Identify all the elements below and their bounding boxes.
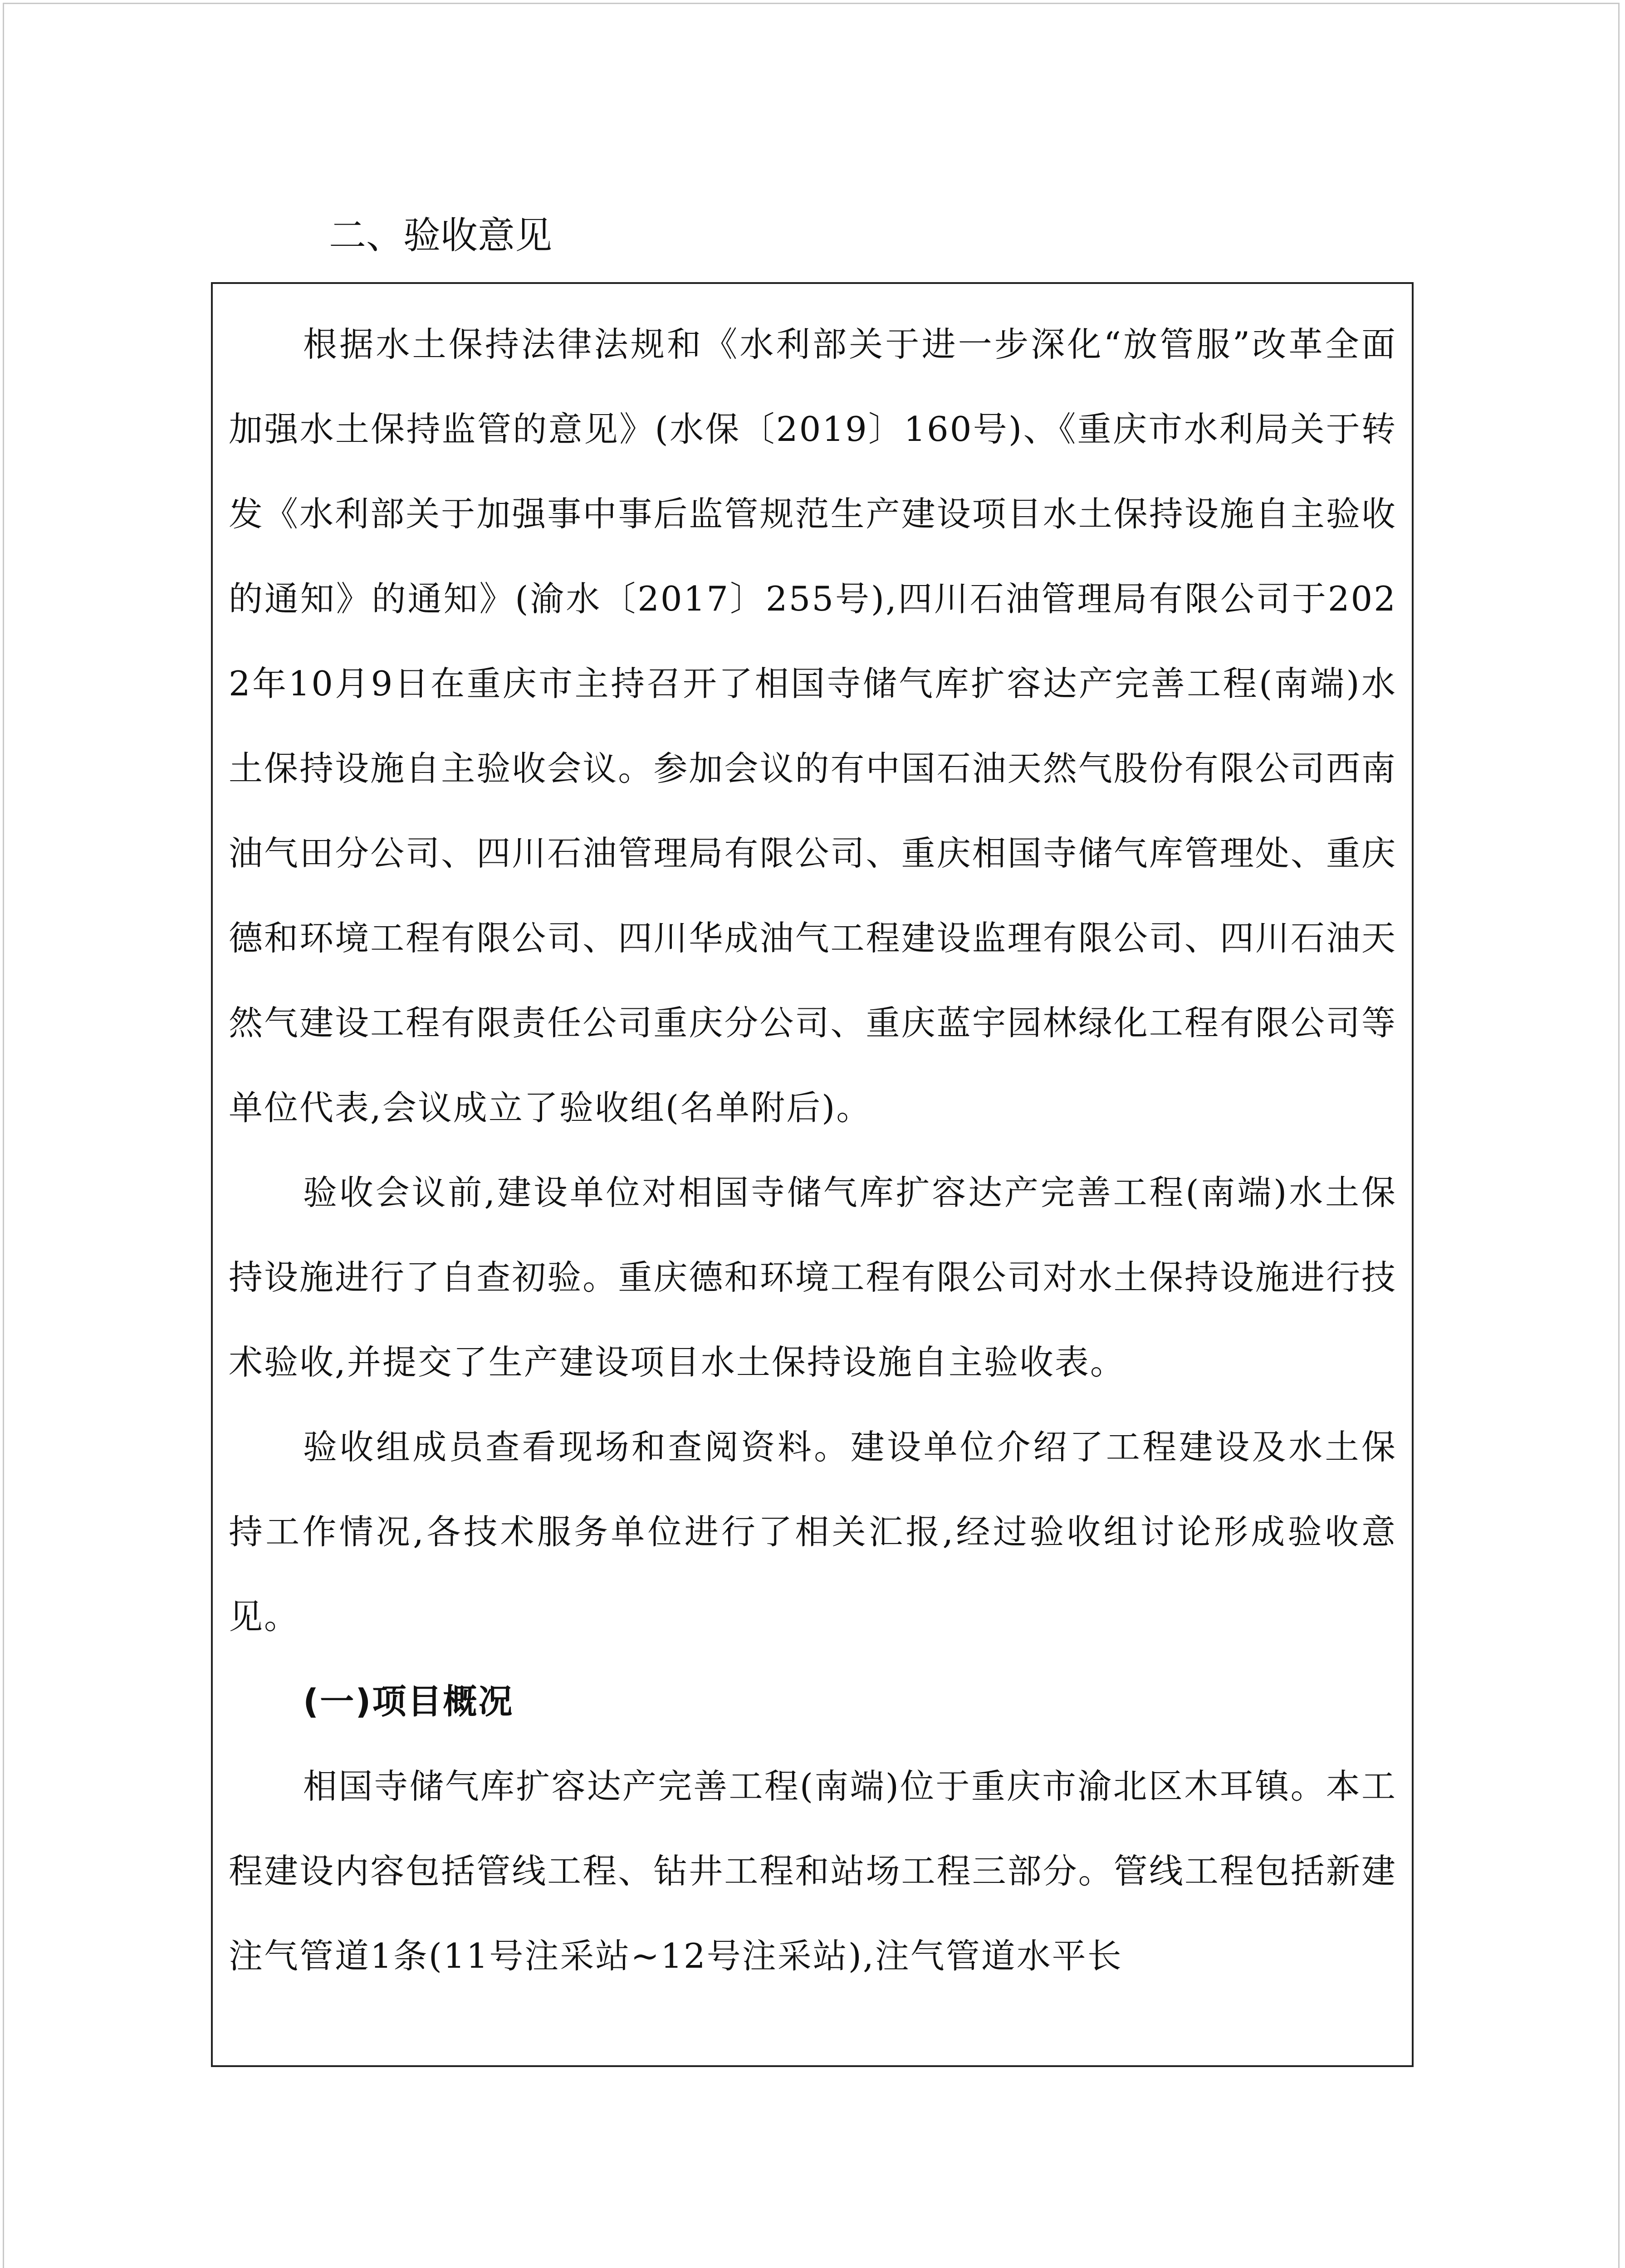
section-heading: 二、验收意见 [329, 214, 553, 257]
paragraph-inspection-group: 验收组成员查看现场和查阅资料。建设单位介绍了工程建设及水土保持工作情况,各技术服务单位进行了相关汇报,经过验收组讨论形成验收意见。 [229, 1427, 1397, 1637]
content-body [229, 302, 1397, 1999]
subsection-heading: (一)项目概况 [303, 1681, 514, 1721]
paragraph-pre-inspection: 验收会议前,建设单位对相国寺储气库扩容达产完善工程(南端)水土保持设施进行了自查初验。重庆德和环境工程有限公司对水土保持设施进行技术验收,并提交了生产建设项目水土保持设施自主验收表。 [229, 1173, 1397, 1382]
paragraph-project-overview: 相国寺储气库扩容达产完善工程(南端)位于重庆市渝北区木耳镇。本工程建设内容包括管线工程、钻井工程和站场工程三部分。管线工程包括新建注气管道1条(11号注采站~12号注采站),注气管道水平长 [229, 1766, 1397, 1976]
content-box [211, 282, 1414, 2067]
paragraph-basis: 根据水土保持法律法规和《水利部关于进一步深化“放管服”改革全面加强水土保持监管的意见》(水保〔2019〕160号)、《重庆市水利局关于转发《水利部关于加强事中事后监管规范生产建设项目水土保持设施自主验收的通知》的通知》(渝水〔2017〕255号),四川石油管理局有限公司于2022年10月9日在重庆市主持召开了相国寺储气库扩容达产完善工程(南端)水土保持设施自主验收会议。参加会议的有中国石油天然气股份有限公司西南油气田分公司、四川石油管理局有限公司、重庆相国寺储气库管理处、重庆德和环境工程有限公司、四川华成油气工程建设监理有限公司、四川石油天然气建设工程有限责任公司重庆分公司、重庆蓝宇园林绿化工程有限公司等单位代表,会议成立了验收组(名单附后)。 [229, 324, 1397, 1128]
